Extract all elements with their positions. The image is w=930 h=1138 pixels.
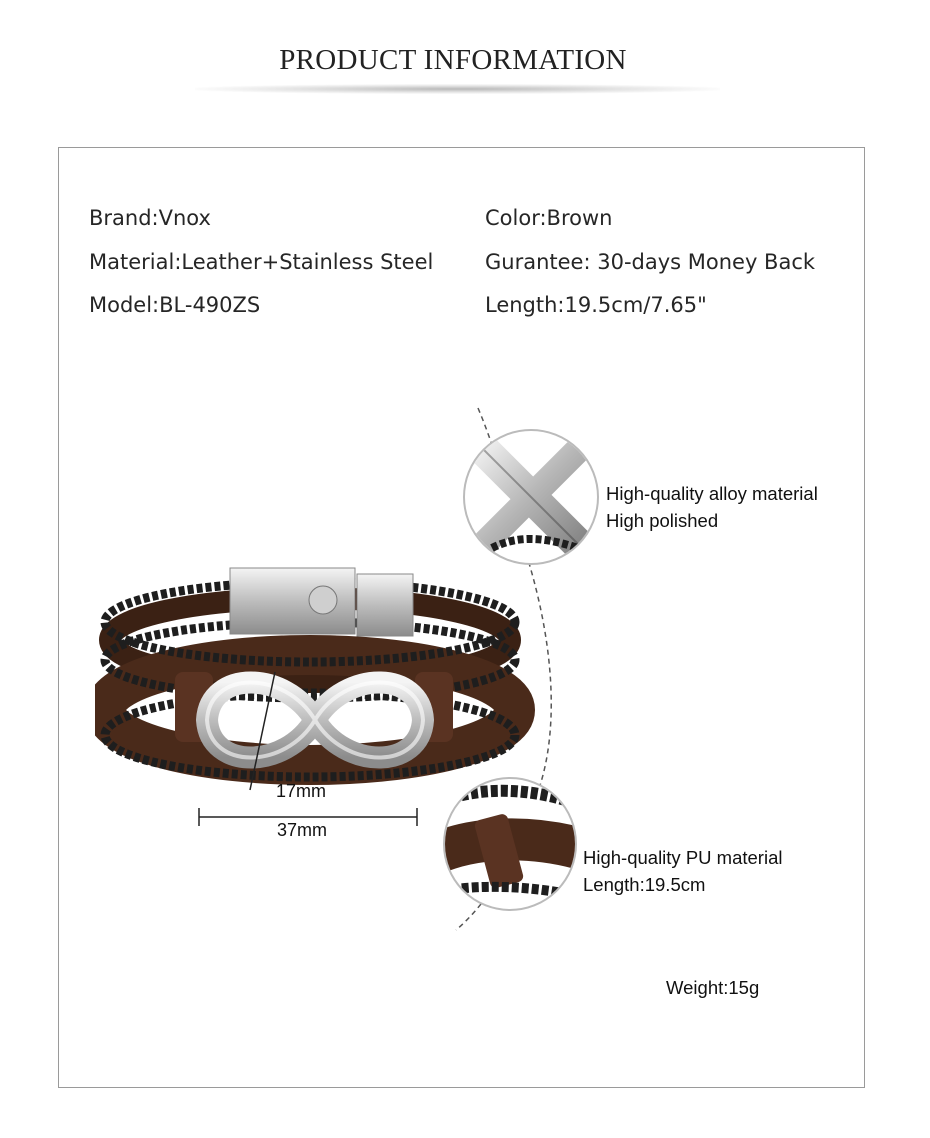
spec-brand: Brand:Vnox	[89, 206, 211, 230]
pu-zoom-circle	[442, 776, 578, 912]
pu-callout-line2: Length:19.5cm	[583, 874, 706, 895]
spec-model: Model:BL-490ZS	[89, 293, 261, 317]
header-shadow	[195, 84, 720, 94]
spec-length: Length:19.5cm/7.65"	[485, 293, 707, 317]
width-dimension-label: 37mm	[277, 820, 328, 840]
spec-color: Color:Brown	[485, 206, 613, 230]
pu-callout-line1: High-quality PU material	[583, 847, 783, 868]
weight-label: Weight:15g	[666, 977, 760, 998]
height-dimension-label: 17mm	[276, 781, 327, 801]
pu-callout	[583, 844, 782, 898]
spec-guarantee: Gurantee: 30-days Money Back	[485, 250, 816, 274]
alloy-callout-line2: High polished	[606, 510, 719, 531]
alloy-zoom-circle	[462, 428, 600, 566]
spec-material: Material:Leather+Stainless Steel	[89, 250, 434, 274]
alloy-callout	[606, 480, 818, 534]
header-title: PRODUCT INFORMATION	[279, 44, 627, 76]
alloy-callout-line1: High-quality alloy material	[606, 483, 818, 504]
